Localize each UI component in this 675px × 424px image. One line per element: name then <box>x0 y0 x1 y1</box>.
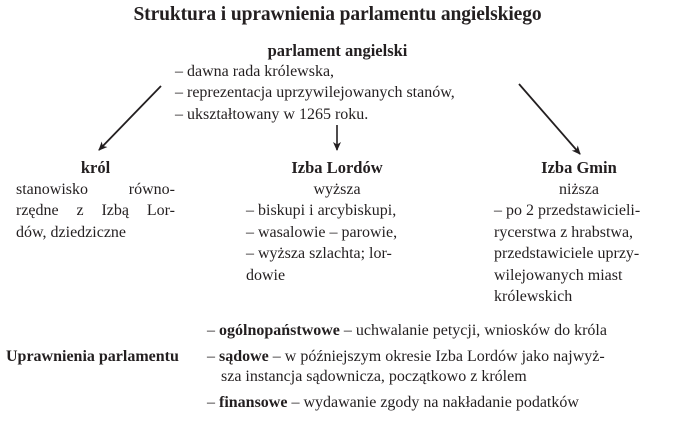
root-item: – ukształtowany w 1265 roku. <box>175 105 369 123</box>
root-item: – reprezentacja uprzywilejowanych stanów, <box>175 84 455 102</box>
powers-label: Uprawnienia parlamentu <box>6 348 179 365</box>
branch-line: – po 2 przedstawicieli- <box>494 202 641 219</box>
power-item-general: – ogólnopaństwowe – uchwalanie petycji, wniosków do króla <box>207 322 607 339</box>
branch-line: wilejowanych miast <box>494 266 623 284</box>
branch-krol <box>16 157 175 243</box>
power-description-continued: sza instancja sądownicza, początkowo z królem <box>221 368 527 385</box>
branch-line: dowie <box>246 266 286 284</box>
branch-line: rzędne z Izbą Lor- <box>16 202 175 219</box>
branch-heading: Izba Gmin <box>541 158 617 177</box>
branch-heading: Izba Lordów <box>291 158 383 177</box>
branch-line: królewskich <box>494 288 573 305</box>
branch-line: – biskupi i arcybiskupi, <box>246 202 397 219</box>
arrow-to-izba-gmin-icon <box>519 84 580 154</box>
branch-line: – wasalowie – parowie, <box>246 223 398 241</box>
root-list <box>175 61 455 125</box>
power-description: w późniejszym okresie Izba Lordów jako najwyż- <box>284 348 605 365</box>
arrow-to-krol-icon <box>99 86 161 150</box>
power-description: uchwalanie petycji, wniosków do króla <box>355 322 607 339</box>
branch-line: dów, dziedziczne <box>16 223 127 241</box>
branch-line: przedstawiciele uprzy- <box>494 245 640 262</box>
power-term: ogólnopaństwowe <box>219 322 340 339</box>
power-item-judicial: – sądowe – w późniejszym okresie Izba Lordów jako najwyż- <box>207 348 605 365</box>
branch-izba-gmin <box>494 157 664 308</box>
branch-heading: król <box>80 158 111 177</box>
branch-izba-lordow <box>246 157 428 286</box>
root-heading: parlament angielski <box>267 41 408 60</box>
branch-subtitle: wyższa <box>313 180 361 198</box>
power-term: sądowe <box>219 348 269 365</box>
page-title: Struktura i uprawnienia parlamentu angielskiego <box>133 4 542 25</box>
branch-subtitle: niższa <box>559 180 599 198</box>
branch-line: – wyższa szlachta; lor- <box>246 245 392 262</box>
power-term: finansowe <box>219 394 288 411</box>
branch-line: stanowisko równo- <box>16 180 175 198</box>
root-item: – dawna rada królewska, <box>175 63 335 80</box>
branch-line: rycerstwa z hrabstwa, <box>494 223 634 241</box>
power-description: wydawanie zgody na nakładanie podatków <box>303 394 579 411</box>
power-item-financial: – finansowe – wydawanie zgody na nakładanie podatków <box>207 394 579 411</box>
